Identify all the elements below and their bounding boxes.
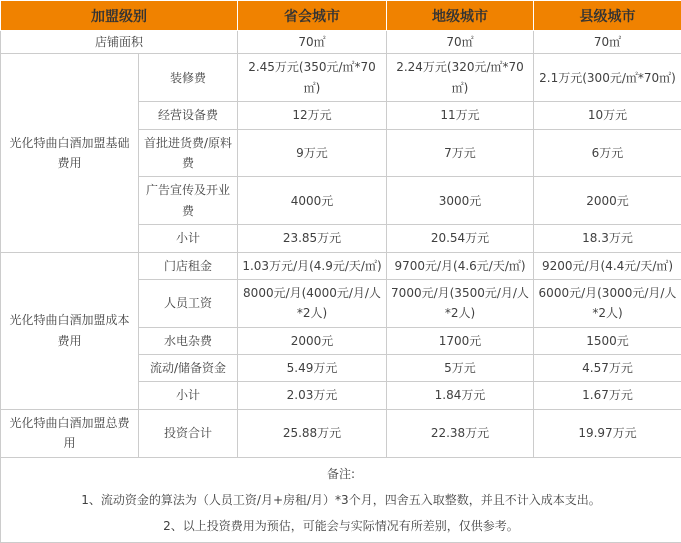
table-row-total-investment [1, 409, 681, 457]
fee-value: 9700元/月(4.6元/天/㎡) [387, 252, 534, 279]
item-label: 投资合计 [139, 409, 238, 457]
total-value: 22.38万元 [387, 409, 534, 457]
item-label: 门店租金 [139, 252, 238, 279]
fee-value: 2000元 [238, 327, 387, 354]
table-row-decoration-fee [1, 54, 681, 102]
fee-value: 6万元 [534, 129, 681, 177]
note-item-2: 2、以上投资费用为预估，可能会与实际情况有所差别，仅供参考。 [4, 513, 678, 539]
fee-value: 2.1万元(300元/㎡*70㎡) [534, 54, 681, 102]
fee-value: 11万元 [387, 102, 534, 129]
store-area-row [1, 31, 681, 54]
notes-row [1, 457, 681, 542]
header-city-county: 县级城市 [534, 1, 681, 31]
item-label: 人员工资 [139, 279, 238, 327]
fee-value: 1.67万元 [534, 382, 681, 409]
fee-value: 1.03万元/月(4.9元/天/㎡) [238, 252, 387, 279]
fee-value: 2.45万元(350元/㎡*70㎡) [238, 54, 387, 102]
fee-value: 1.84万元 [387, 382, 534, 409]
store-area-value: 70㎡ [238, 31, 387, 54]
note-item-1: 1、流动资金的算法为（人员工资/月+房租/月）*3个月，四舍五入取整数，并且不计入成本支出。 [4, 487, 678, 513]
group-label-total-fee: 光化特曲白酒加盟总费用 [1, 409, 139, 457]
item-label: 首批进货费/原料费 [139, 129, 238, 177]
fee-value: 7万元 [387, 129, 534, 177]
fee-value: 8000元/月(4000元/月/人*2人) [238, 279, 387, 327]
store-area-value: 70㎡ [534, 31, 681, 54]
group-label-cost-fees: 光化特曲白酒加盟成本费用 [1, 252, 139, 409]
header-city-prefecture: 地级城市 [387, 1, 534, 31]
fee-value: 20.54万元 [387, 225, 534, 252]
fee-value: 4.57万元 [534, 355, 681, 382]
item-label: 小计 [139, 382, 238, 409]
notes-title: 备注: [4, 461, 678, 487]
fee-value: 6000元/月(3000元/月/人*2人) [534, 279, 681, 327]
fee-value: 2.03万元 [238, 382, 387, 409]
notes-cell [1, 457, 681, 542]
total-value: 25.88万元 [238, 409, 387, 457]
fee-value: 5.49万元 [238, 355, 387, 382]
item-label: 经营设备费 [139, 102, 238, 129]
fee-value: 10万元 [534, 102, 681, 129]
store-area-value: 70㎡ [387, 31, 534, 54]
fee-value: 4000元 [238, 177, 387, 225]
fee-value: 2.24万元(320元/㎡*70㎡) [387, 54, 534, 102]
fee-value: 18.3万元 [534, 225, 681, 252]
fee-value: 3000元 [387, 177, 534, 225]
item-label: 广告宣传及开业费 [139, 177, 238, 225]
item-label: 水电杂费 [139, 327, 238, 354]
fee-value: 2000元 [534, 177, 681, 225]
total-value: 19.97万元 [534, 409, 681, 457]
table-header-row [1, 1, 681, 31]
fee-value: 9万元 [238, 129, 387, 177]
fee-value: 23.85万元 [238, 225, 387, 252]
group-label-basic-fees: 光化特曲白酒加盟基础费用 [1, 54, 139, 252]
fee-value: 5万元 [387, 355, 534, 382]
fee-value: 7000元/月(3500元/月/人*2人) [387, 279, 534, 327]
fee-value: 1500元 [534, 327, 681, 354]
fee-value: 9200元/月(4.4元/天/㎡) [534, 252, 681, 279]
fee-value: 1700元 [387, 327, 534, 354]
item-label: 装修费 [139, 54, 238, 102]
header-city-provincial: 省会城市 [238, 1, 387, 31]
item-label: 流动/储备资金 [139, 355, 238, 382]
table-row-rent [1, 252, 681, 279]
header-level-cell: 加盟级别 [1, 1, 238, 31]
item-label: 小计 [139, 225, 238, 252]
fee-value: 12万元 [238, 102, 387, 129]
store-area-label: 店铺面积 [1, 31, 238, 54]
